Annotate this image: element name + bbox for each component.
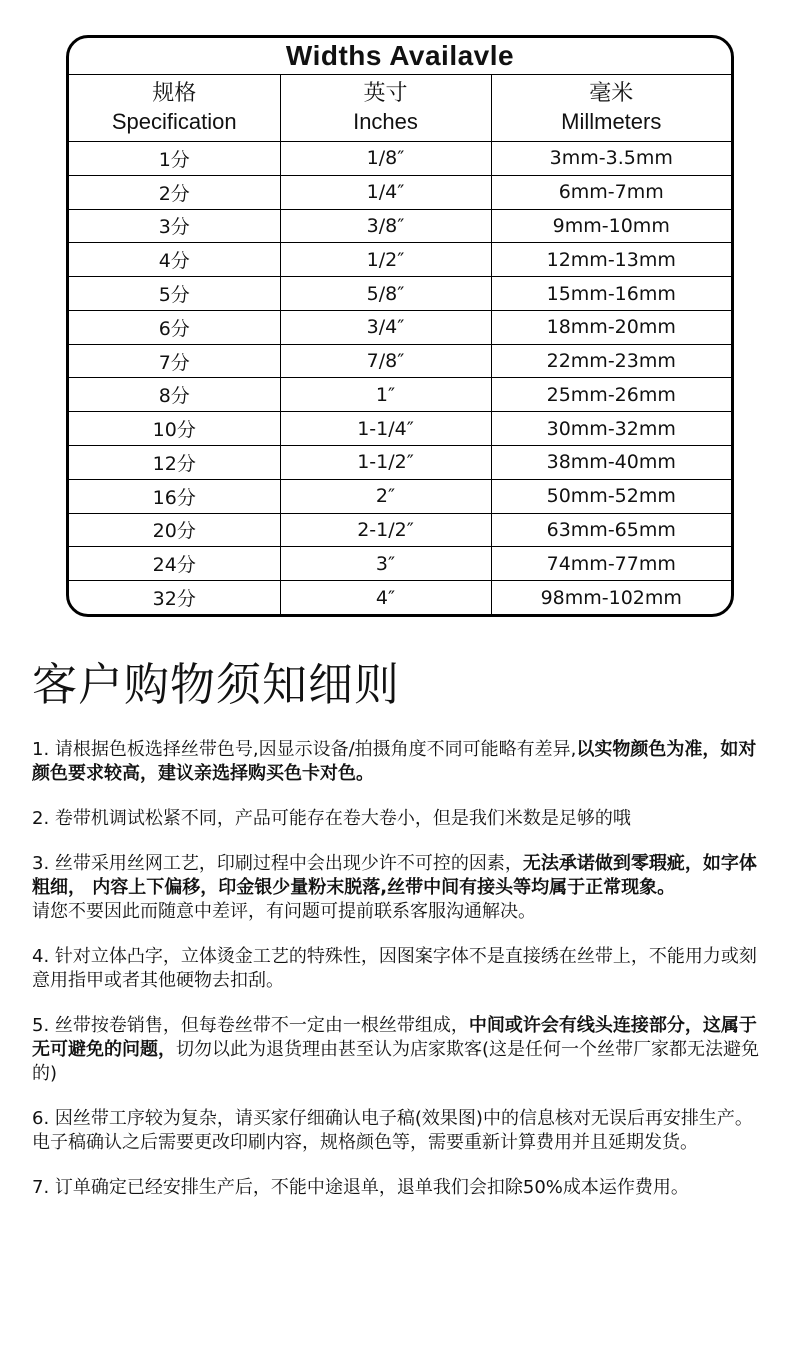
table-row — [69, 310, 731, 344]
inches-cell: 7/8″ — [280, 344, 491, 378]
spec-cell: 24分 — [69, 547, 280, 581]
mm-cell: 18mm-20mm — [491, 310, 731, 344]
table-row — [69, 277, 731, 311]
spec-cell: 10分 — [69, 412, 280, 446]
notice-text: 1. 请根据色板选择丝带色号,因显示设备/拍摄角度不同可能略有差异, — [32, 739, 577, 760]
inches-cell: 1/4″ — [280, 175, 491, 209]
spec-cell: 8分 — [69, 378, 280, 412]
notice-text: 电子稿确认之后需要更改印刷内容，规格颜色等，需要重新计算费用并且延期发货。 — [32, 1132, 698, 1153]
mm-cell: 22mm-23mm — [491, 344, 731, 378]
header-specification — [69, 75, 280, 142]
inches-cell: 4″ — [280, 581, 491, 614]
notice-text-bold: 无法承诺做到零瑕疵，如字体粗细， 内容上下偏移，印金银少量粉末脱落,丝带中间有接头等均属于正常现象。 — [32, 853, 757, 898]
spec-cell: 20分 — [69, 513, 280, 547]
notice-item — [32, 1107, 772, 1155]
spec-cell: 1分 — [69, 142, 280, 176]
table-title: Widths Availavle — [69, 38, 731, 75]
spec-cell: 2分 — [69, 175, 280, 209]
notice-item — [32, 852, 772, 924]
table-row — [69, 446, 731, 480]
table-row — [69, 513, 731, 547]
inches-cell: 3/8″ — [280, 209, 491, 243]
mm-cell: 6mm-7mm — [491, 175, 731, 209]
header-inches — [280, 75, 491, 142]
inches-cell: 1/8″ — [280, 142, 491, 176]
mm-cell: 30mm-32mm — [491, 412, 731, 446]
notice-text: 3. 丝带采用丝网工艺，印刷过程中会出现少许不可控的因素， — [32, 853, 523, 874]
notice-text: 5. 丝带按卷销售，但每卷丝带不一定由一根丝带组成， — [32, 1015, 469, 1036]
inches-cell: 3″ — [280, 547, 491, 581]
spec-cell: 7分 — [69, 344, 280, 378]
notice-item — [32, 738, 772, 786]
inches-cell: 2″ — [280, 479, 491, 513]
notice-item — [32, 1176, 772, 1200]
spec-cell: 16分 — [69, 479, 280, 513]
table-row — [69, 479, 731, 513]
table-row — [69, 175, 731, 209]
inches-cell: 1/2″ — [280, 243, 491, 277]
inches-cell: 1-1/2″ — [280, 446, 491, 480]
mm-cell: 74mm-77mm — [491, 547, 731, 581]
inches-cell: 1″ — [280, 378, 491, 412]
table-row — [69, 547, 731, 581]
header-en: Specification — [111, 109, 237, 134]
mm-cell: 25mm-26mm — [491, 378, 731, 412]
mm-cell: 38mm-40mm — [491, 446, 731, 480]
inches-cell: 3/4″ — [280, 310, 491, 344]
header-cn: 规格 — [152, 81, 197, 106]
notice-list — [32, 738, 772, 1221]
mm-cell: 3mm-3.5mm — [491, 142, 731, 176]
notice-item — [32, 1014, 772, 1086]
header-millimeters — [491, 75, 731, 142]
spec-cell: 4分 — [69, 243, 280, 277]
table-row — [69, 412, 731, 446]
spec-cell: 5分 — [69, 277, 280, 311]
spec-cell: 32分 — [69, 581, 280, 614]
mm-cell: 15mm-16mm — [491, 277, 731, 311]
notice-text: 4. 针对立体凸字，立体烫金工艺的特殊性，因图案字体不是直接绣在丝带上，不能用力或刻意用指甲或者其他硬物去扣刮。 — [32, 946, 757, 991]
mm-cell: 50mm-52mm — [491, 479, 731, 513]
spec-cell: 6分 — [69, 310, 280, 344]
notice-text: 请您不要因此而随意中差评，有问题可提前联系客服沟通解决。 — [32, 901, 536, 922]
mm-cell: 9mm-10mm — [491, 209, 731, 243]
header-en: Inches — [353, 109, 418, 134]
header-en: Millmeters — [561, 109, 662, 134]
notice-text: 6. 因丝带工序较为复杂，请买家仔细确认电子稿(效果图)中的信息核对无误后再安排生产。 — [32, 1108, 753, 1129]
notice-item — [32, 945, 772, 993]
notice-text: 7. 订单确定已经安排生产后，不能中途退单，退单我们会扣除50%成本运作费用。 — [32, 1177, 689, 1198]
notice-item — [32, 807, 772, 831]
header-cn: 英寸 — [363, 81, 408, 106]
table-row — [69, 344, 731, 378]
notice-text: 2. 卷带机调试松紧不同，产品可能存在卷大卷小，但是我们米数是足够的哦 — [32, 808, 631, 829]
spec-cell: 12分 — [69, 446, 280, 480]
table-row — [69, 209, 731, 243]
header-cn: 毫米 — [589, 81, 634, 106]
table-row — [69, 142, 731, 176]
inches-cell: 5/8″ — [280, 277, 491, 311]
table-row — [69, 581, 731, 614]
notice-title: 客户购物须知细则 — [32, 658, 401, 711]
table-row — [69, 243, 731, 277]
widths-table-frame — [66, 35, 734, 617]
widths-table — [69, 38, 731, 614]
mm-cell: 98mm-102mm — [491, 581, 731, 614]
mm-cell: 12mm-13mm — [491, 243, 731, 277]
inches-cell: 2-1/2″ — [280, 513, 491, 547]
notice-text-bold: 中间或许会有线头连接部分，这属于无可避免的问题， — [32, 1015, 757, 1060]
notice-text: 切勿以此为退货理由甚至认为店家欺客(这是任何一个丝带厂家都无法避免的) — [32, 1039, 760, 1084]
inches-cell: 1-1/4″ — [280, 412, 491, 446]
table-row — [69, 378, 731, 412]
notice-text-bold: 以实物颜色为准，如对颜色要求较高，建议亲选择购买色卡对色。 — [32, 739, 757, 784]
mm-cell: 63mm-65mm — [491, 513, 731, 547]
spec-cell: 3分 — [69, 209, 280, 243]
